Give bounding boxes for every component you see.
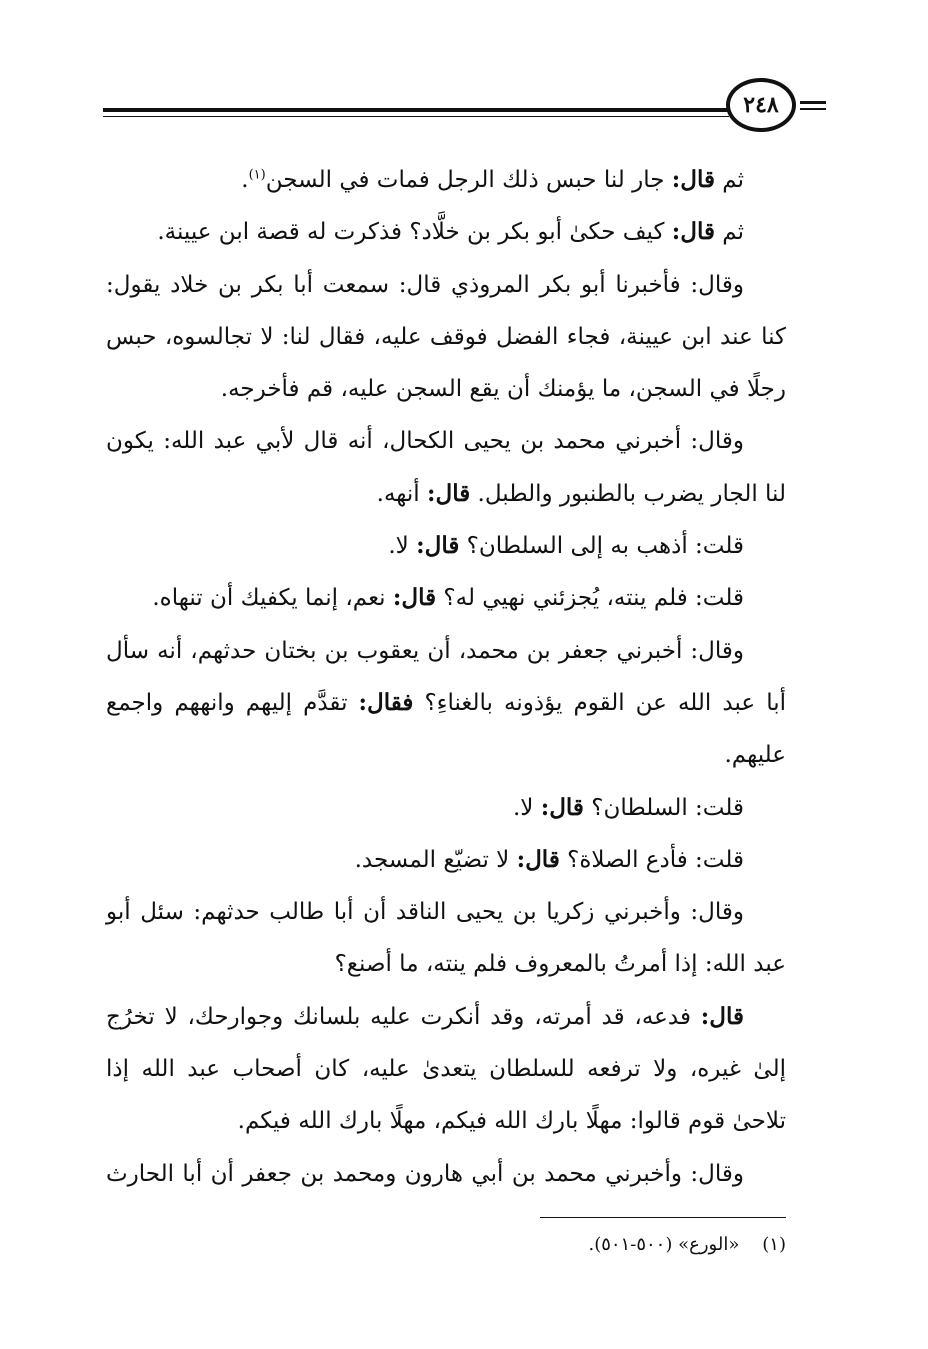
speaker-label: قال: <box>416 532 460 560</box>
speaker-label: قال: <box>427 479 471 507</box>
paragraph <box>106 782 786 834</box>
text-run: . <box>241 167 249 193</box>
text-run: وقال: فأخبرنا أبو بكر المروذي قال: سمعت أبا بكر بن خلاد يقول: كنا عند ابن عيينة، فجاء الفضل فوقف عليه، فقال لنا: لا تجالسوه، حبس رجلًا في السجن، ما يؤمنك أن يقع السجن عليه، قم فأخرجه. <box>106 271 786 403</box>
speaker-label: فقال: <box>358 688 414 716</box>
text-run: لا تضيّع المسجد. <box>354 846 517 873</box>
text-run: وقال: وأخبرني زكريا بن يحيى الناقد أن أبا طالب حدثهم: سئل أبو عبد الله: إذا أمرتُ بالمعروف فلم ينته، ما أصنع؟ <box>106 899 786 978</box>
speaker-label: قال: <box>516 845 560 873</box>
speaker-label: قال: <box>671 166 715 193</box>
paragraph <box>106 259 786 416</box>
text-run: لا. <box>512 794 541 821</box>
text-run: لا. <box>388 533 417 560</box>
paragraph <box>106 415 786 520</box>
text-run: كيف حكىٰ أبو بكر بن خلَّاد؟ فذكرت له قصة ابن عيينة. <box>157 219 672 246</box>
text-run: أنهه. <box>376 480 428 507</box>
speaker-label: قال: <box>540 793 584 821</box>
footnote-separator <box>540 1217 786 1218</box>
text-run: تقدَّم إليهم وانههم واجمع عليهم. <box>106 689 786 769</box>
body-text <box>106 154 786 1200</box>
text-run: قلت: أذهب به إلى السلطان؟ <box>459 533 744 560</box>
text-run: جار لنا حبس ذلك الرجل فمات في السجن <box>265 167 672 193</box>
text-run: ثم <box>714 219 744 246</box>
header-rule-right <box>800 101 826 104</box>
paragraph <box>106 154 786 206</box>
footnote-ref[interactable]: (١) <box>248 167 266 183</box>
text-run: قلت: السلطان؟ <box>583 794 744 821</box>
text-run: فدعه، قد أمرته، وقد أنكرت عليه بلسانك وجوارحك، لا تخرُج إلىٰ غيره، ولا ترفعه للسلطان يتعدىٰ عليه، كان أصحاب عبد الله إذا تلاحىٰ قوم قالوا: مهلًا بارك الله فيكم، مهلًا بارك الله فيكم. <box>106 1003 786 1135</box>
page-number: ٢٤٨ <box>726 78 796 132</box>
text-run: وقال: وأخبرني محمد بن أبي هارون ومحمد بن جعفر أن أبا الحارث <box>106 1160 744 1187</box>
text-run: نعم، إنما يكفيك أن تنهاه. <box>152 585 393 612</box>
text-run: قلت: فأدع الصلاة؟ <box>559 846 744 873</box>
speaker-label: قال: <box>392 584 437 612</box>
speaker-label: قال: <box>700 1002 744 1030</box>
paragraph <box>106 625 786 782</box>
text-run: ثم <box>714 167 744 193</box>
paragraph <box>106 572 786 624</box>
footnote <box>106 1230 786 1260</box>
footnote-text: «الورع» (٥٠٠-٥٠١). <box>588 1234 740 1255</box>
text-run: وقال: أخبرني جعفر بن محمد، أن يعقوب بن بختان حدثهم، أنه سأل أبا عبد الله عن القوم يؤذونه بالغناءِ؟ <box>106 637 786 716</box>
footnote-number: (١) <box>762 1234 786 1255</box>
paragraph <box>106 886 786 991</box>
paragraph <box>106 834 786 886</box>
paragraph <box>106 520 786 572</box>
paragraph <box>106 206 786 258</box>
text-run: وقال: أخبرني محمد بن يحيى الكحال، أنه قال لأبي عبد الله: يكون لنا الجار يضرب بالطنبور والطبل. <box>106 428 786 507</box>
paragraph <box>106 991 786 1148</box>
paragraph <box>106 1148 786 1200</box>
speaker-label: قال: <box>671 218 715 246</box>
header-rule-right-thin <box>800 108 826 110</box>
text-run: قلت: فلم ينته، يُجزئني نهيي له؟ <box>436 585 744 612</box>
header-rule <box>103 108 729 112</box>
header-rule-thin <box>103 116 729 117</box>
